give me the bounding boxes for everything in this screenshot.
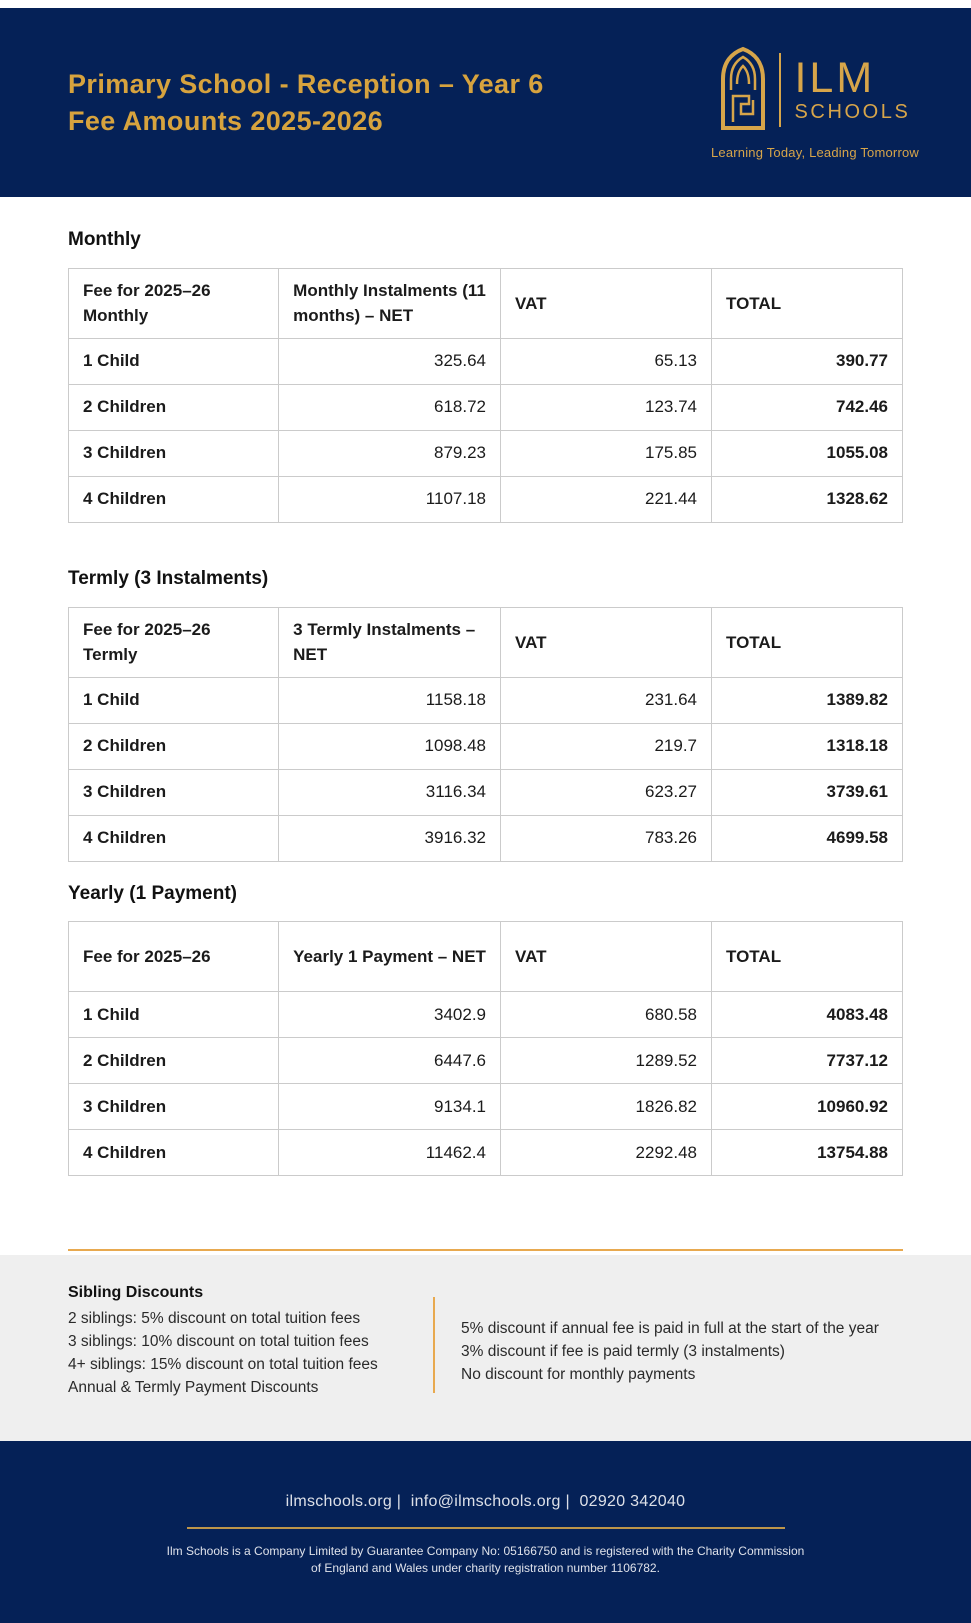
cell-label: 4 Children (69, 1130, 279, 1176)
table-row (69, 384, 903, 430)
cell-total: 4699.58 (712, 815, 903, 861)
column-header-fee: Fee for 2025–26 (69, 922, 279, 992)
logo-row (719, 46, 910, 135)
legal-line1: Ilm Schools is a Company Limited by Guarantee Company No: 05166750 and is registered with the Charity Commission (166, 1544, 805, 1559)
discount-line: 3 siblings: 10% discount on total tuition fees (68, 1333, 369, 1351)
table-row (69, 430, 903, 476)
cell-vat: 1826.82 (501, 1084, 712, 1130)
contact-line: ilmschools.org | info@ilmschools.org | 02920 342040 (285, 1493, 686, 1511)
cell-vat: 219.7 (501, 723, 712, 769)
legal-line2: of England and Wales under charity registration number 1106782. (311, 1561, 660, 1576)
section-title-monthly: Monthly (68, 229, 141, 250)
cell-vat: 623.27 (501, 769, 712, 815)
column-header-total: TOTAL (712, 607, 903, 677)
column-header-total: TOTAL (712, 268, 903, 338)
discount-line: 3% discount if fee is paid termly (3 instalments) (461, 1343, 785, 1361)
cell-vat: 175.85 (501, 430, 712, 476)
fee-sheet-page (0, 8, 971, 1623)
cell-total: 1328.62 (712, 476, 903, 522)
cell-net: 3116.34 (279, 769, 501, 815)
cell-total: 4083.48 (712, 992, 903, 1038)
legal-text (0, 1543, 971, 1577)
cell-net: 6447.6 (279, 1038, 501, 1084)
cell-total: 13754.88 (712, 1130, 903, 1176)
cell-vat: 123.74 (501, 384, 712, 430)
section-title-termly: Termly (3 Instalments) (68, 567, 269, 589)
cell-net: 1107.18 (279, 476, 501, 522)
table-row (69, 723, 903, 769)
gold-divider-line (68, 1249, 903, 1251)
cell-label: 4 Children (69, 815, 279, 861)
ilm-schools-logo (711, 46, 919, 160)
cell-vat: 221.44 (501, 476, 712, 522)
discount-line: 5% discount if annual fee is paid in full at the start of the year (461, 1320, 879, 1338)
cell-total: 1318.18 (712, 723, 903, 769)
table-header-row (69, 607, 903, 677)
column-header-total: TOTAL (712, 922, 903, 992)
footer-gold-divider (187, 1527, 785, 1529)
column-header-fee: Fee for 2025–26 Termly (69, 607, 279, 677)
column-header-net: Monthly Instalments (11 months) – NET (279, 268, 501, 338)
mosque-arch-icon (719, 46, 767, 135)
logo-divider (779, 53, 781, 127)
sibling-discounts-block (68, 1281, 405, 1441)
cell-net: 618.72 (279, 384, 501, 430)
sibling-discounts-title: Sibling Discounts (68, 1284, 204, 1302)
table-header-row (69, 268, 903, 338)
column-header-fee: Fee for 2025–26 Monthly (69, 268, 279, 338)
discount-line: No discount for monthly payments (461, 1366, 696, 1384)
payment-discounts-block (461, 1281, 879, 1441)
column-header-vat: VAT (501, 607, 712, 677)
cell-vat: 1289.52 (501, 1038, 712, 1084)
cell-label: 3 Children (69, 430, 279, 476)
discount-line: 2 siblings: 5% discount on total tuition fees (68, 1310, 361, 1328)
cell-label: 2 Children (69, 723, 279, 769)
cell-vat: 680.58 (501, 992, 712, 1038)
page-title (68, 66, 544, 140)
cell-label: 1 Child (69, 338, 279, 384)
cell-label: 2 Children (69, 1038, 279, 1084)
cell-net: 879.23 (279, 430, 501, 476)
column-header-vat: VAT (501, 268, 712, 338)
table-row (69, 769, 903, 815)
cell-net: 3402.9 (279, 992, 501, 1038)
cell-label: 3 Children (69, 769, 279, 815)
cell-total: 1055.08 (712, 430, 903, 476)
page-header (0, 8, 971, 197)
logo-tagline: Learning Today, Leading Tomorrow (710, 144, 919, 160)
cell-net: 325.64 (279, 338, 501, 384)
cell-total: 7737.12 (712, 1038, 903, 1084)
discounts-section (0, 1255, 971, 1441)
page-title-line2: Fee Amounts 2025-2026 (68, 105, 384, 136)
discount-line: Annual & Termly Payment Discounts (68, 1379, 319, 1397)
cell-total: 3739.61 (712, 769, 903, 815)
column-header-net: 3 Termly Instalments – NET (279, 607, 501, 677)
table-row (69, 992, 903, 1038)
table-row (69, 1130, 903, 1176)
cell-label: 3 Children (69, 1084, 279, 1130)
cell-net: 1158.18 (279, 677, 501, 723)
cell-label: 1 Child (69, 992, 279, 1038)
cell-total: 742.46 (712, 384, 903, 430)
column-header-net: Yearly 1 Payment – NET (279, 922, 501, 992)
termly-fee-table (68, 607, 903, 862)
page-footer (0, 1441, 971, 1623)
logo-wordmark (794, 53, 911, 123)
cell-label: 2 Children (69, 384, 279, 430)
vertical-gold-divider (433, 1297, 435, 1393)
cell-total: 10960.92 (712, 1084, 903, 1130)
table-row (69, 1038, 903, 1084)
cell-net: 3916.32 (279, 815, 501, 861)
cell-label: 1 Child (69, 677, 279, 723)
table-row (69, 476, 903, 522)
cell-vat: 65.13 (501, 338, 712, 384)
cell-net: 9134.1 (279, 1084, 501, 1130)
table-header-row (69, 922, 903, 992)
section-title-yearly: Yearly (1 Payment) (68, 882, 237, 904)
table-row (69, 338, 903, 384)
cell-vat: 2292.48 (501, 1130, 712, 1176)
monthly-fee-table (68, 268, 903, 523)
page-title-line1: Primary School - Reception – Year 6 (68, 68, 544, 99)
logo-name: ILM (794, 53, 876, 102)
cell-total: 1389.82 (712, 677, 903, 723)
logo-subname: SCHOOLS (794, 100, 911, 123)
table-row (69, 815, 903, 861)
cell-net: 1098.48 (279, 723, 501, 769)
cell-net: 11462.4 (279, 1130, 501, 1176)
cell-vat: 231.64 (501, 677, 712, 723)
cell-vat: 783.26 (501, 815, 712, 861)
cell-label: 4 Children (69, 476, 279, 522)
column-header-vat: VAT (501, 922, 712, 992)
discount-line: 4+ siblings: 15% discount on total tuition fees (68, 1356, 378, 1374)
table-row (69, 1084, 903, 1130)
cell-total: 390.77 (712, 338, 903, 384)
table-row (69, 677, 903, 723)
yearly-fee-table (68, 921, 903, 1176)
